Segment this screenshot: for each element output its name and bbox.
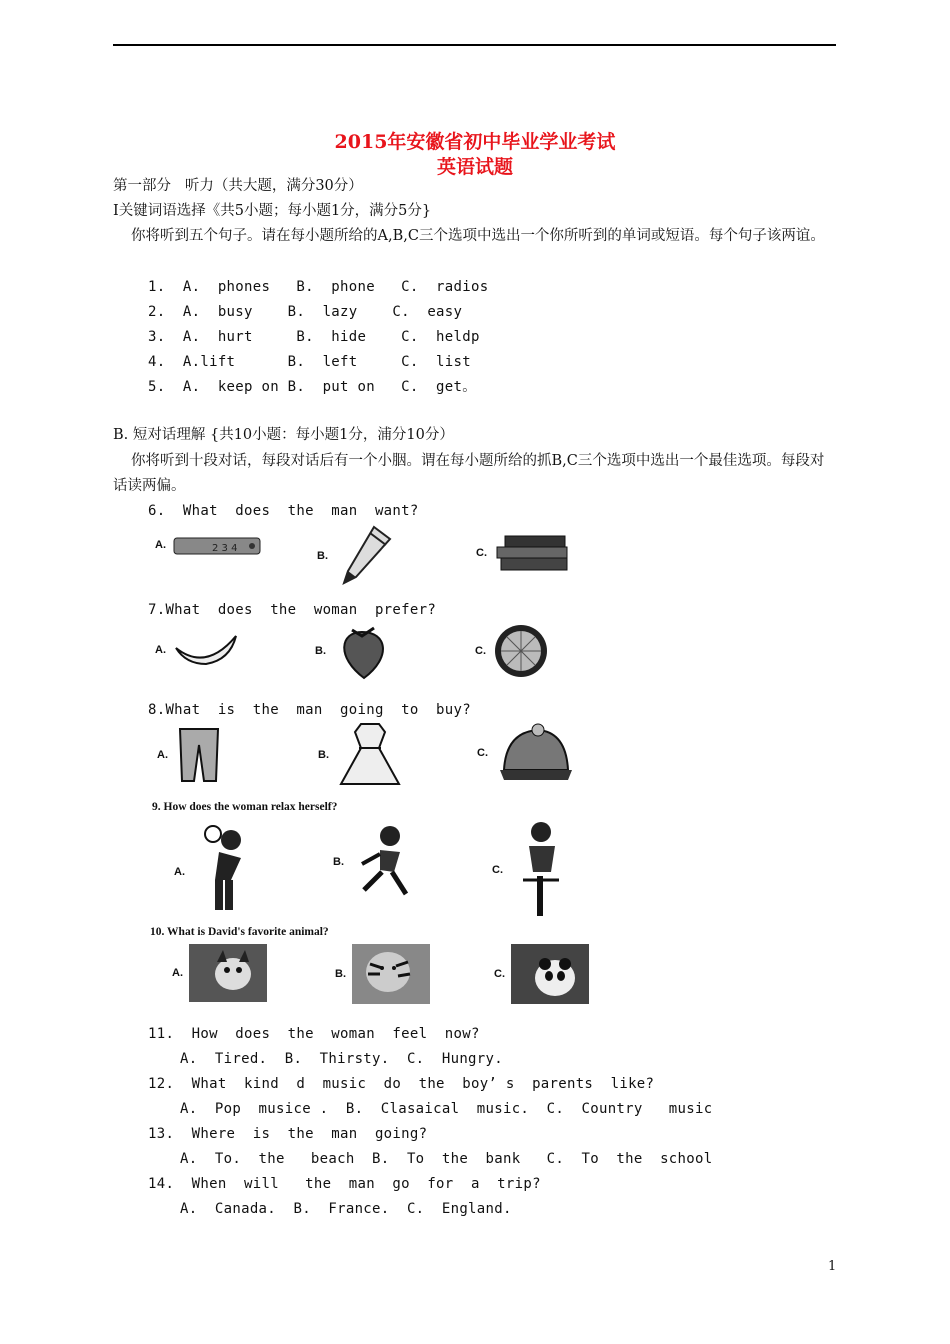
q8-option-b <box>318 722 405 788</box>
question-13: 13. Where is the man going? <box>148 1126 428 1142</box>
question-13-options: A. To. the beach B. To the bank C. To the school <box>180 1151 713 1167</box>
q10-option-c <box>494 944 589 1004</box>
q10-option-b <box>335 944 430 1004</box>
top-rule <box>113 44 836 46</box>
banana-icon <box>172 630 242 670</box>
ruler-icon <box>172 530 264 560</box>
q9-option-a <box>174 824 257 920</box>
panda-photo-icon <box>511 944 589 1004</box>
jeans-icon <box>174 727 224 783</box>
volleyball-girl-icon <box>191 824 257 920</box>
orange-icon <box>492 622 550 680</box>
question-12: 12. What kind d music do the boy’ s parents like? <box>148 1076 655 1092</box>
question-12-options: A. Pop musice . B. Clasaical music. C. Country music <box>180 1101 713 1117</box>
strawberry-icon <box>332 622 394 680</box>
option-label: C. <box>494 968 505 980</box>
q9-option-c <box>492 820 569 920</box>
q7-option-b <box>315 622 394 680</box>
sectionB-instruction: 你将听到十段对话，每段对话后有一个小胭。谓在每小题所给的抓B,C三个选项中选出一个最佳选项。每段对话读两偏。 <box>113 453 825 494</box>
q7-option-c <box>475 622 550 680</box>
sectionA-instruction: 你将听到五个句子。请在每小题所给的A,B,C三个选项中选出一个你所听到的单词或短语。每个句子该两谊。 <box>131 228 825 244</box>
q9-option-b <box>333 824 420 900</box>
option-label: A. <box>155 644 166 656</box>
question-11-options: A. Tired. B. Thirsty. C. Hungry. <box>180 1051 503 1067</box>
question-3: 3. A. hurt B. hide C. heldp <box>148 329 480 345</box>
option-label: B. <box>315 645 326 657</box>
q6-option-c <box>476 530 573 576</box>
question-7: 7.What does the woman prefer? <box>148 602 437 618</box>
question-2: 2. A. busy B. lazy C. easy <box>148 304 463 320</box>
question-1: 1. A. phones B. phone C. radios <box>148 279 489 295</box>
question-9: 9. How does the woman relax herself? <box>152 801 338 813</box>
option-label: C. <box>475 645 486 657</box>
q8-option-c <box>477 722 574 784</box>
books-icon <box>493 530 573 576</box>
option-label: A. <box>155 539 166 551</box>
q6-option-b <box>317 525 394 587</box>
option-label: A. <box>172 967 183 979</box>
exam-title: 2015年安徽省初中毕业学业考试 <box>334 131 616 153</box>
q8-option-a <box>157 727 224 783</box>
question-14-options: A. Canada. B. France. C. England. <box>180 1201 512 1217</box>
option-label: B. <box>318 749 329 761</box>
option-label: B. <box>317 550 328 562</box>
q7-option-a <box>155 630 242 670</box>
exam-subtitle: 英语试题 <box>436 156 513 178</box>
cycling-girl-icon <box>509 820 569 920</box>
hat-icon <box>494 722 574 784</box>
question-14: 14. When will the man go for a trip? <box>148 1176 541 1192</box>
q6-option-a <box>155 530 264 560</box>
question-6: 6. What does the man want? <box>148 503 419 519</box>
option-label: C. <box>477 747 488 759</box>
question-11: 11. How does the woman feel now? <box>148 1026 480 1042</box>
option-label: A. <box>174 866 185 878</box>
option-label: B. <box>333 856 344 868</box>
dress-icon <box>335 722 405 788</box>
svg-text:2 3 4: 2 3 4 <box>212 543 238 554</box>
sectionA-heading: I关键词语选择《共5小题；每小题1分，满分5分} <box>113 203 432 219</box>
option-label: B. <box>335 968 346 980</box>
question-8: 8.What is the man going to buy? <box>148 702 471 718</box>
tiger-photo-icon <box>352 944 430 1004</box>
pencil-icon <box>334 525 394 587</box>
running-girl-icon <box>350 824 420 900</box>
question-4: 4. A.lift B. left C. list <box>148 354 471 370</box>
question-5: 5. A. keep on B. put on C. get。 <box>148 379 477 395</box>
q10-option-a <box>172 944 267 1002</box>
dog-photo-icon <box>189 944 267 1002</box>
sectionB-heading: B. 短对话理解 {共10小题：每小题1分，浦分10分） <box>113 427 454 443</box>
question-10: 10. What is David's favorite animal? <box>150 926 329 938</box>
option-label: A. <box>157 749 168 761</box>
part1-heading: 第一部分 听力（共大题，满分30分） <box>113 178 363 194</box>
option-label: C. <box>492 864 503 876</box>
page-number: 1 <box>828 1259 837 1274</box>
option-label: C. <box>476 547 487 559</box>
